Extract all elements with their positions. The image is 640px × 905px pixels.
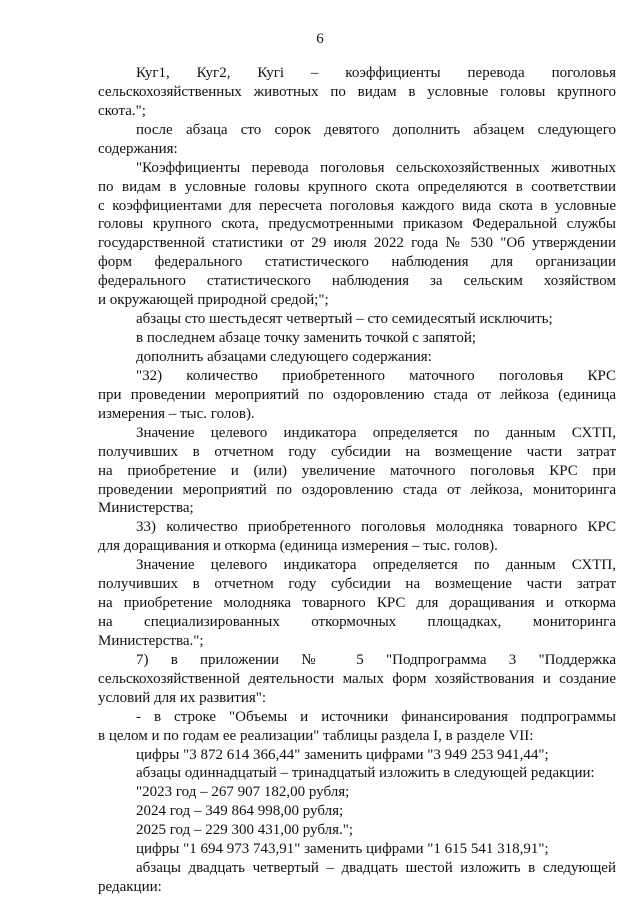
text-line: головы крупного скота, предусмотренными приказом Федеральной службы: [98, 216, 616, 233]
text-line: абзацы одиннадцатый – тринадцатый изложить в следующей редакции:: [136, 765, 595, 782]
text-line: по видам в условные головы крупного скота определяются в соответствии: [98, 178, 616, 195]
text-line: Значение целевого индикатора определяется по данным СХТП,: [136, 557, 616, 574]
text-line: сельскохозяйственных животных по видам в условные головы крупного: [98, 83, 616, 100]
text-line: в целом и по годам ее реализации" таблицы раздела I, в разделе VII:: [98, 727, 534, 744]
text-line: измерения – тыс. голов).: [98, 405, 255, 422]
text-line: абзацы сто шестьдесят четвертый – сто семидесятый исключить;: [136, 311, 553, 328]
text-line: на приобретение молодняка товарного КРС для доращивания и откорма: [98, 595, 616, 611]
text-line: "32) количество приобретенного маточного поголовья КРС: [136, 367, 616, 384]
text-line: дополнить абзацами следующего содержания:: [136, 349, 432, 365]
text-line: цифры "1 694 973 743,91" заменить цифрами "1 615 541 318,91";: [136, 841, 549, 858]
text-line: и окружающей природной средой;";: [98, 292, 329, 309]
text-line: редакции:: [98, 879, 162, 895]
text-line: содержания:: [98, 140, 178, 157]
text-line: на приобретение и (или) увеличение маточного поголовья КРС при: [98, 462, 616, 479]
text-line: после абзаца сто сорок девятого дополнить абзацем следующего: [136, 121, 616, 138]
text-line: "Коэффициенты перевода поголовья сельскохозяйственных животных: [136, 159, 616, 176]
text-line: 2025 год – 229 300 431,00 рубля.";: [136, 822, 354, 839]
text-line: 7) в приложении № 5 "Подпрограмма 3 "Поддержка: [136, 651, 616, 668]
text-line: на специализированных откормочных площадках, мониторинга: [98, 614, 616, 630]
text-line: скота.";: [98, 102, 146, 119]
text-line: федерального статистического наблюдения за сельским хозяйством: [98, 273, 616, 290]
text-line: получивших в отчетном году субсидии на возмещение части затрат: [98, 576, 616, 593]
text-line: - в строке "Объемы и источники финансирования подпрограммы: [136, 708, 616, 725]
text-line: условий для их развития":: [98, 689, 267, 706]
page-number: 6: [316, 31, 324, 47]
text-line: Значение целевого индикатора определяется по данным СХТП,: [136, 424, 616, 441]
text-line: сельскохозяйственной деятельности малых форм хозяйствования и создание: [98, 670, 616, 687]
text-line: цифры "3 872 614 366,44" заменить цифрами "3 949 253 941,44";: [136, 746, 549, 763]
text-line: получивших в отчетном году субсидии на возмещение части затрат: [98, 443, 616, 460]
text-line: при проведении мероприятий по оздоровлению стада от лейкоза (единица: [98, 386, 616, 403]
text-line: форм федерального статистического наблюдения для организации: [98, 254, 616, 271]
text-line: для доращивания и откорма (единица измерения – тыс. голов).: [98, 538, 498, 555]
text-line: Министерства;: [98, 500, 194, 517]
text-line: абзацы двадцать четвертый – двадцать шестой изложить в следующей: [136, 860, 616, 877]
text-line: проведении мероприятий по оздоровлению стада от лейкоза, мониторинга: [98, 481, 616, 498]
text-line: 2024 год – 349 864 998,00 рубля;: [136, 803, 344, 820]
text-line: в последнем абзаце точку заменить точкой с запятой;: [136, 330, 477, 346]
text-line: Министерства.";: [98, 632, 204, 649]
text-line: с коэффициентами для пересчета поголовья каждого вида скота в условные: [98, 197, 616, 214]
text-line: государственной статистики от 29 июля 2022 года № 530 "Об утверждении: [98, 235, 616, 252]
text-line: "2023 год – 267 907 182,00 рубля;: [136, 784, 350, 801]
text-line: Куг1, Куг2, Кугi – коэффициенты перевода поголовья: [136, 65, 616, 81]
text-line: 33) количество приобретенного поголовья молодняка товарного КРС: [136, 519, 616, 536]
